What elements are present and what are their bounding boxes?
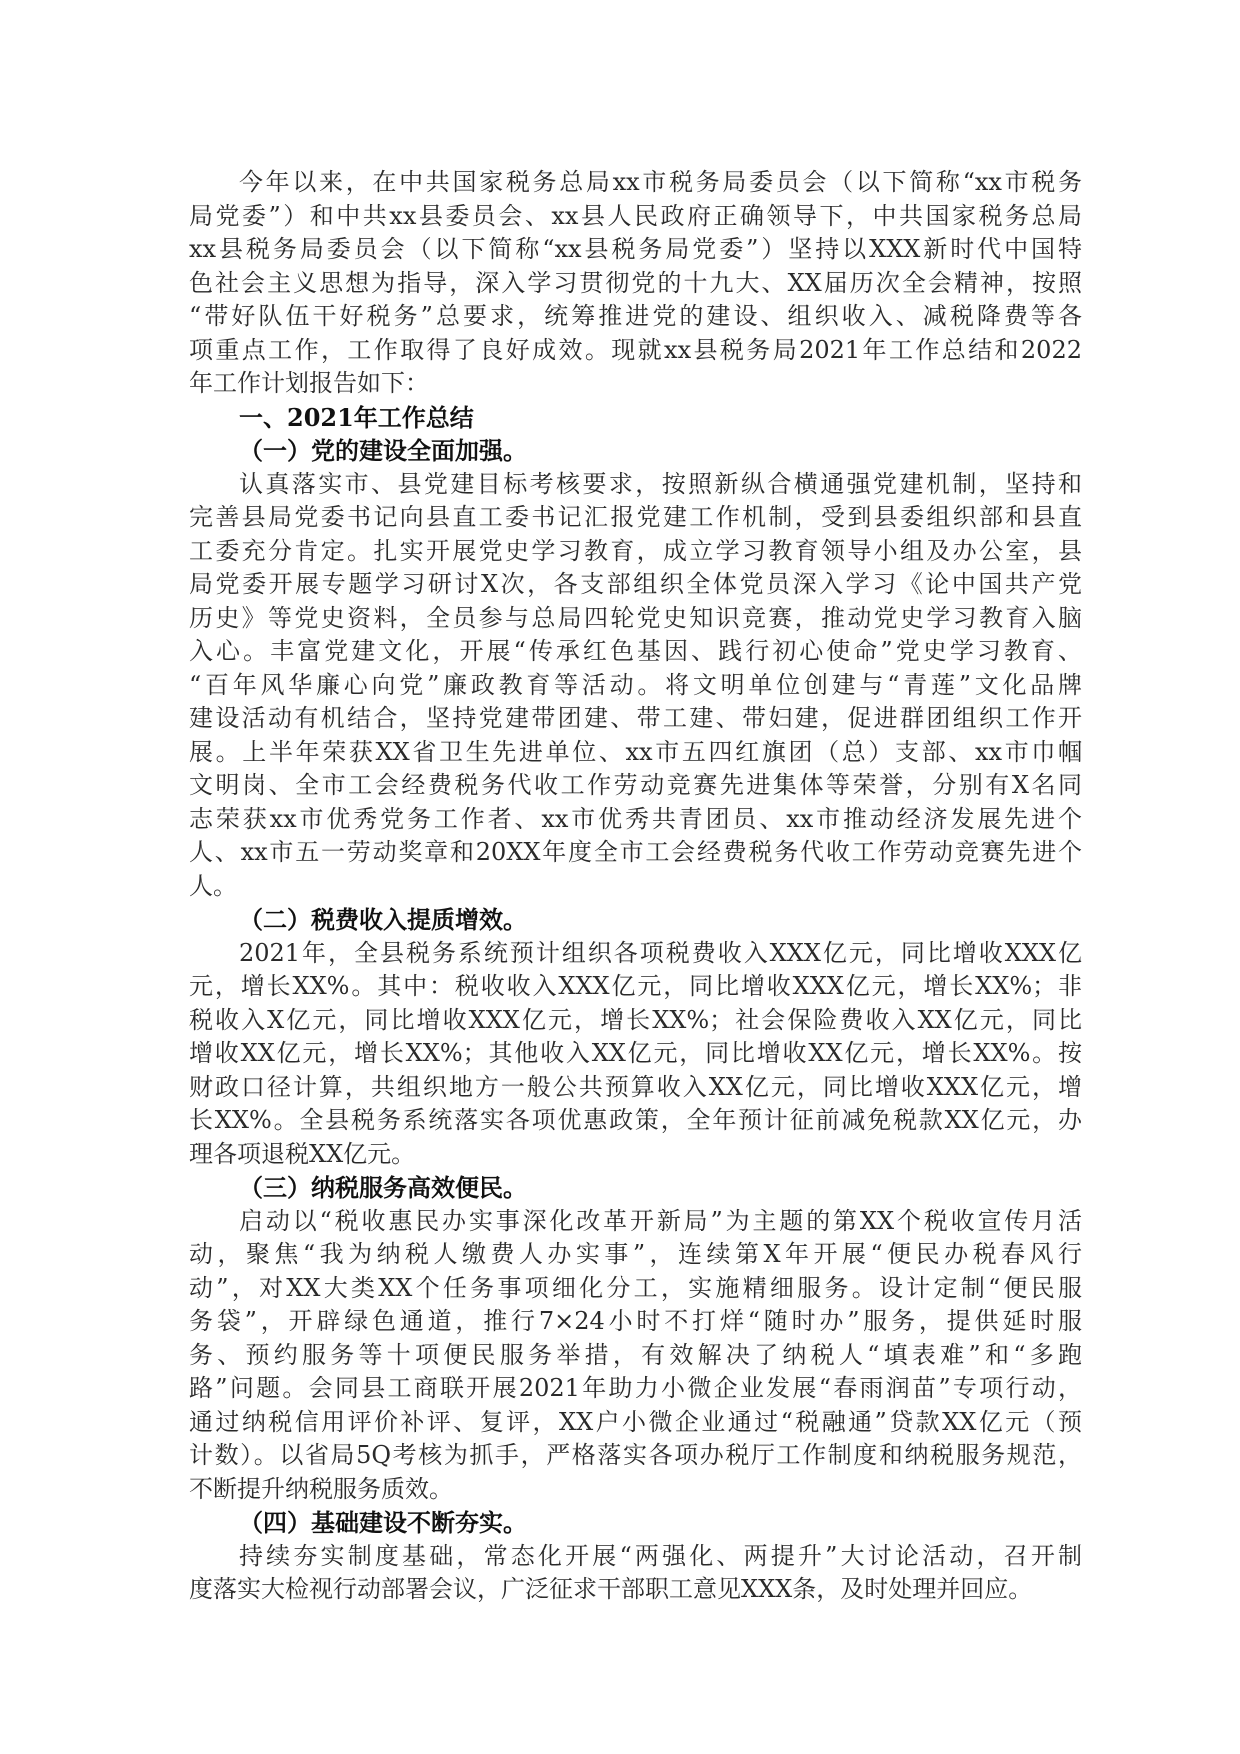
- section-heading: （一）党的建设全面加强。: [239, 436, 527, 465]
- paragraph-line: 年工作计划报告如下：: [189, 369, 429, 397]
- section-heading: （二）税费收入提质增效。: [239, 905, 527, 934]
- paragraph-line: 动，聚焦“我为纳税人缴费人办实事”，连续第X年开展“便民办税春风行: [189, 1240, 1082, 1268]
- paragraph: [189, 1540, 1082, 1607]
- paragraph-line: “百年风华廉心向党”廉政教育等活动。将文明单位创建与“青莲”文化品牌: [189, 670, 1082, 699]
- paragraph-line: 入心。丰富党建文化，开展“传承红色基因、践行初心使命”党史学习教育、: [189, 637, 1082, 665]
- paragraph-line: “带好队伍干好税务”总要求，统筹推进党的建设、组织收入、减税降费等各: [189, 302, 1082, 330]
- paragraph-line: 人、xx市五一劳动奖章和20XX年度全市工会经费税务代收工作劳动竞赛先进个: [189, 838, 1082, 866]
- paragraph: [189, 166, 1082, 401]
- paragraph-line: xx县税务局委员会（以下简称“xx县税务局党委”）坚持以XXX新时代中国特: [189, 235, 1082, 263]
- paragraph-line: 务、预约服务等十项便民服务举措，有效解决了纳税人“填表难”和“多跑: [189, 1340, 1082, 1369]
- paragraph-line: 通过纳税信用评价补评、复评，XX户小微企业通过“税融通”贷款XX亿元（预: [189, 1407, 1082, 1436]
- paragraph-line: 长XX%。全县税务系统落实各项优惠政策，全年预计征前减免税款XX亿元，办: [189, 1106, 1082, 1134]
- paragraph-line: 项重点工作，工作取得了良好成效。现就xx县税务局2021年工作总结和2022: [189, 335, 1082, 364]
- paragraph-line: 税收入X亿元，同比增收XXX亿元，增长XX%；社会保险费收入XX亿元，同比: [189, 1005, 1082, 1034]
- paragraph-line: 务袋”，开辟绿色通道，推行7×24小时不打烊“随时办”服务，提供延时服: [189, 1307, 1082, 1335]
- paragraph-line: 不断提升纳税服务质效。: [189, 1474, 453, 1503]
- paragraph-line: 局党委”）和中共xx县委员会、xx县人民政府正确领导下，中共国家税务总局: [189, 201, 1082, 230]
- paragraph-line: 历史》等党史资料，全员参与总局四轮党史知识竞赛，推动党史学习教育入脑: [189, 603, 1082, 632]
- paragraph-line: 完善县局党委书记向县直工委书记汇报党建工作机制，受到县委组织部和县直: [189, 503, 1082, 531]
- paragraph: [189, 937, 1082, 1172]
- paragraph-line: 局党委开展专题学习研讨X次，各支部组织全体党员深入学习《论中国共产党: [189, 570, 1082, 598]
- paragraph-line: 财政口径计算，共组织地方一般公共预算收入XX亿元，同比增收XXX亿元，增: [189, 1072, 1082, 1101]
- paragraph-line: 元，增长XX%。其中：税收收入XXX亿元，同比增收XXX亿元，增长XX%；非: [189, 972, 1082, 1000]
- paragraph-line: 2021年，全县税务系统预计组织各项税费收入XXX亿元，同比增收XXX亿: [239, 938, 1082, 967]
- document-body: [189, 166, 1082, 1607]
- section-heading: （四）基础建设不断夯实。: [239, 1508, 527, 1537]
- paragraph-line: 工委充分肯定。扎实开展党史学习教育，成立学习教育领导小组及办公室，县: [189, 536, 1082, 565]
- paragraph-line: 人。: [189, 871, 237, 900]
- paragraph-line: 志荣获xx市优秀党务工作者、xx市优秀共青团员、xx市推动经济发展先进个: [189, 804, 1082, 833]
- paragraph-line: 启动以“税收惠民办实事深化改革开新局”为主题的第XX个税收宣传月活: [239, 1206, 1082, 1235]
- paragraph-line: 今年以来，在中共国家税务总局xx市税务局委员会（以下简称“xx市税务: [239, 168, 1082, 196]
- paragraph-line: 理各项退税XX亿元。: [189, 1139, 416, 1168]
- section-heading: （三）纳税服务高效便民。: [239, 1173, 527, 1202]
- paragraph-line: 建设活动有机结合，坚持党建带团建、带工建、带妇建，促进群团组织工作开: [189, 704, 1082, 732]
- paragraph-line: 色社会主义思想为指导，深入学习贯彻党的十九大、XX届历次全会精神，按照: [189, 268, 1082, 297]
- paragraph-line: 路”问题。会同县工商联开展2021年助力小微企业发展“春雨润苗”专项行动，: [189, 1374, 1082, 1402]
- paragraph: [189, 468, 1082, 904]
- paragraph: [189, 1205, 1082, 1507]
- paragraph-line: 展。上半年荣获XX省卫生先进单位、xx市五四红旗团（总）支部、xx市巾帼: [189, 737, 1082, 766]
- paragraph-line: 认真落实市、县党建目标考核要求，按照新纵合横通强党建机制，坚持和: [239, 469, 1082, 498]
- paragraph-line: 动”，对XX大类XX个任务事项细化分工，实施精细服务。设计定制“便民服: [189, 1273, 1082, 1302]
- paragraph-line: 增收XX亿元，增长XX%；其他收入XX亿元，同比增收XX亿元，增长XX%。按: [189, 1039, 1082, 1067]
- paragraph-line: 计数）。以省局5Q考核为抓手，严格落实各项办税厅工作制度和纳税服务规范，: [189, 1441, 1082, 1469]
- paragraph-line: 持续夯实制度基础，常态化开展“两强化、两提升”大讨论活动，召开制: [239, 1541, 1082, 1570]
- paragraph-line: 度落实大检视行动部署会议，广泛征求干部职工意见XXX条，及时处理并回应。: [189, 1575, 1033, 1603]
- paragraph-line: 文明岗、全市工会经费税务代收工作劳动竞赛先进集体等荣誉，分别有X名同: [189, 771, 1082, 799]
- section-heading: 一、2021年工作总结: [239, 402, 474, 432]
